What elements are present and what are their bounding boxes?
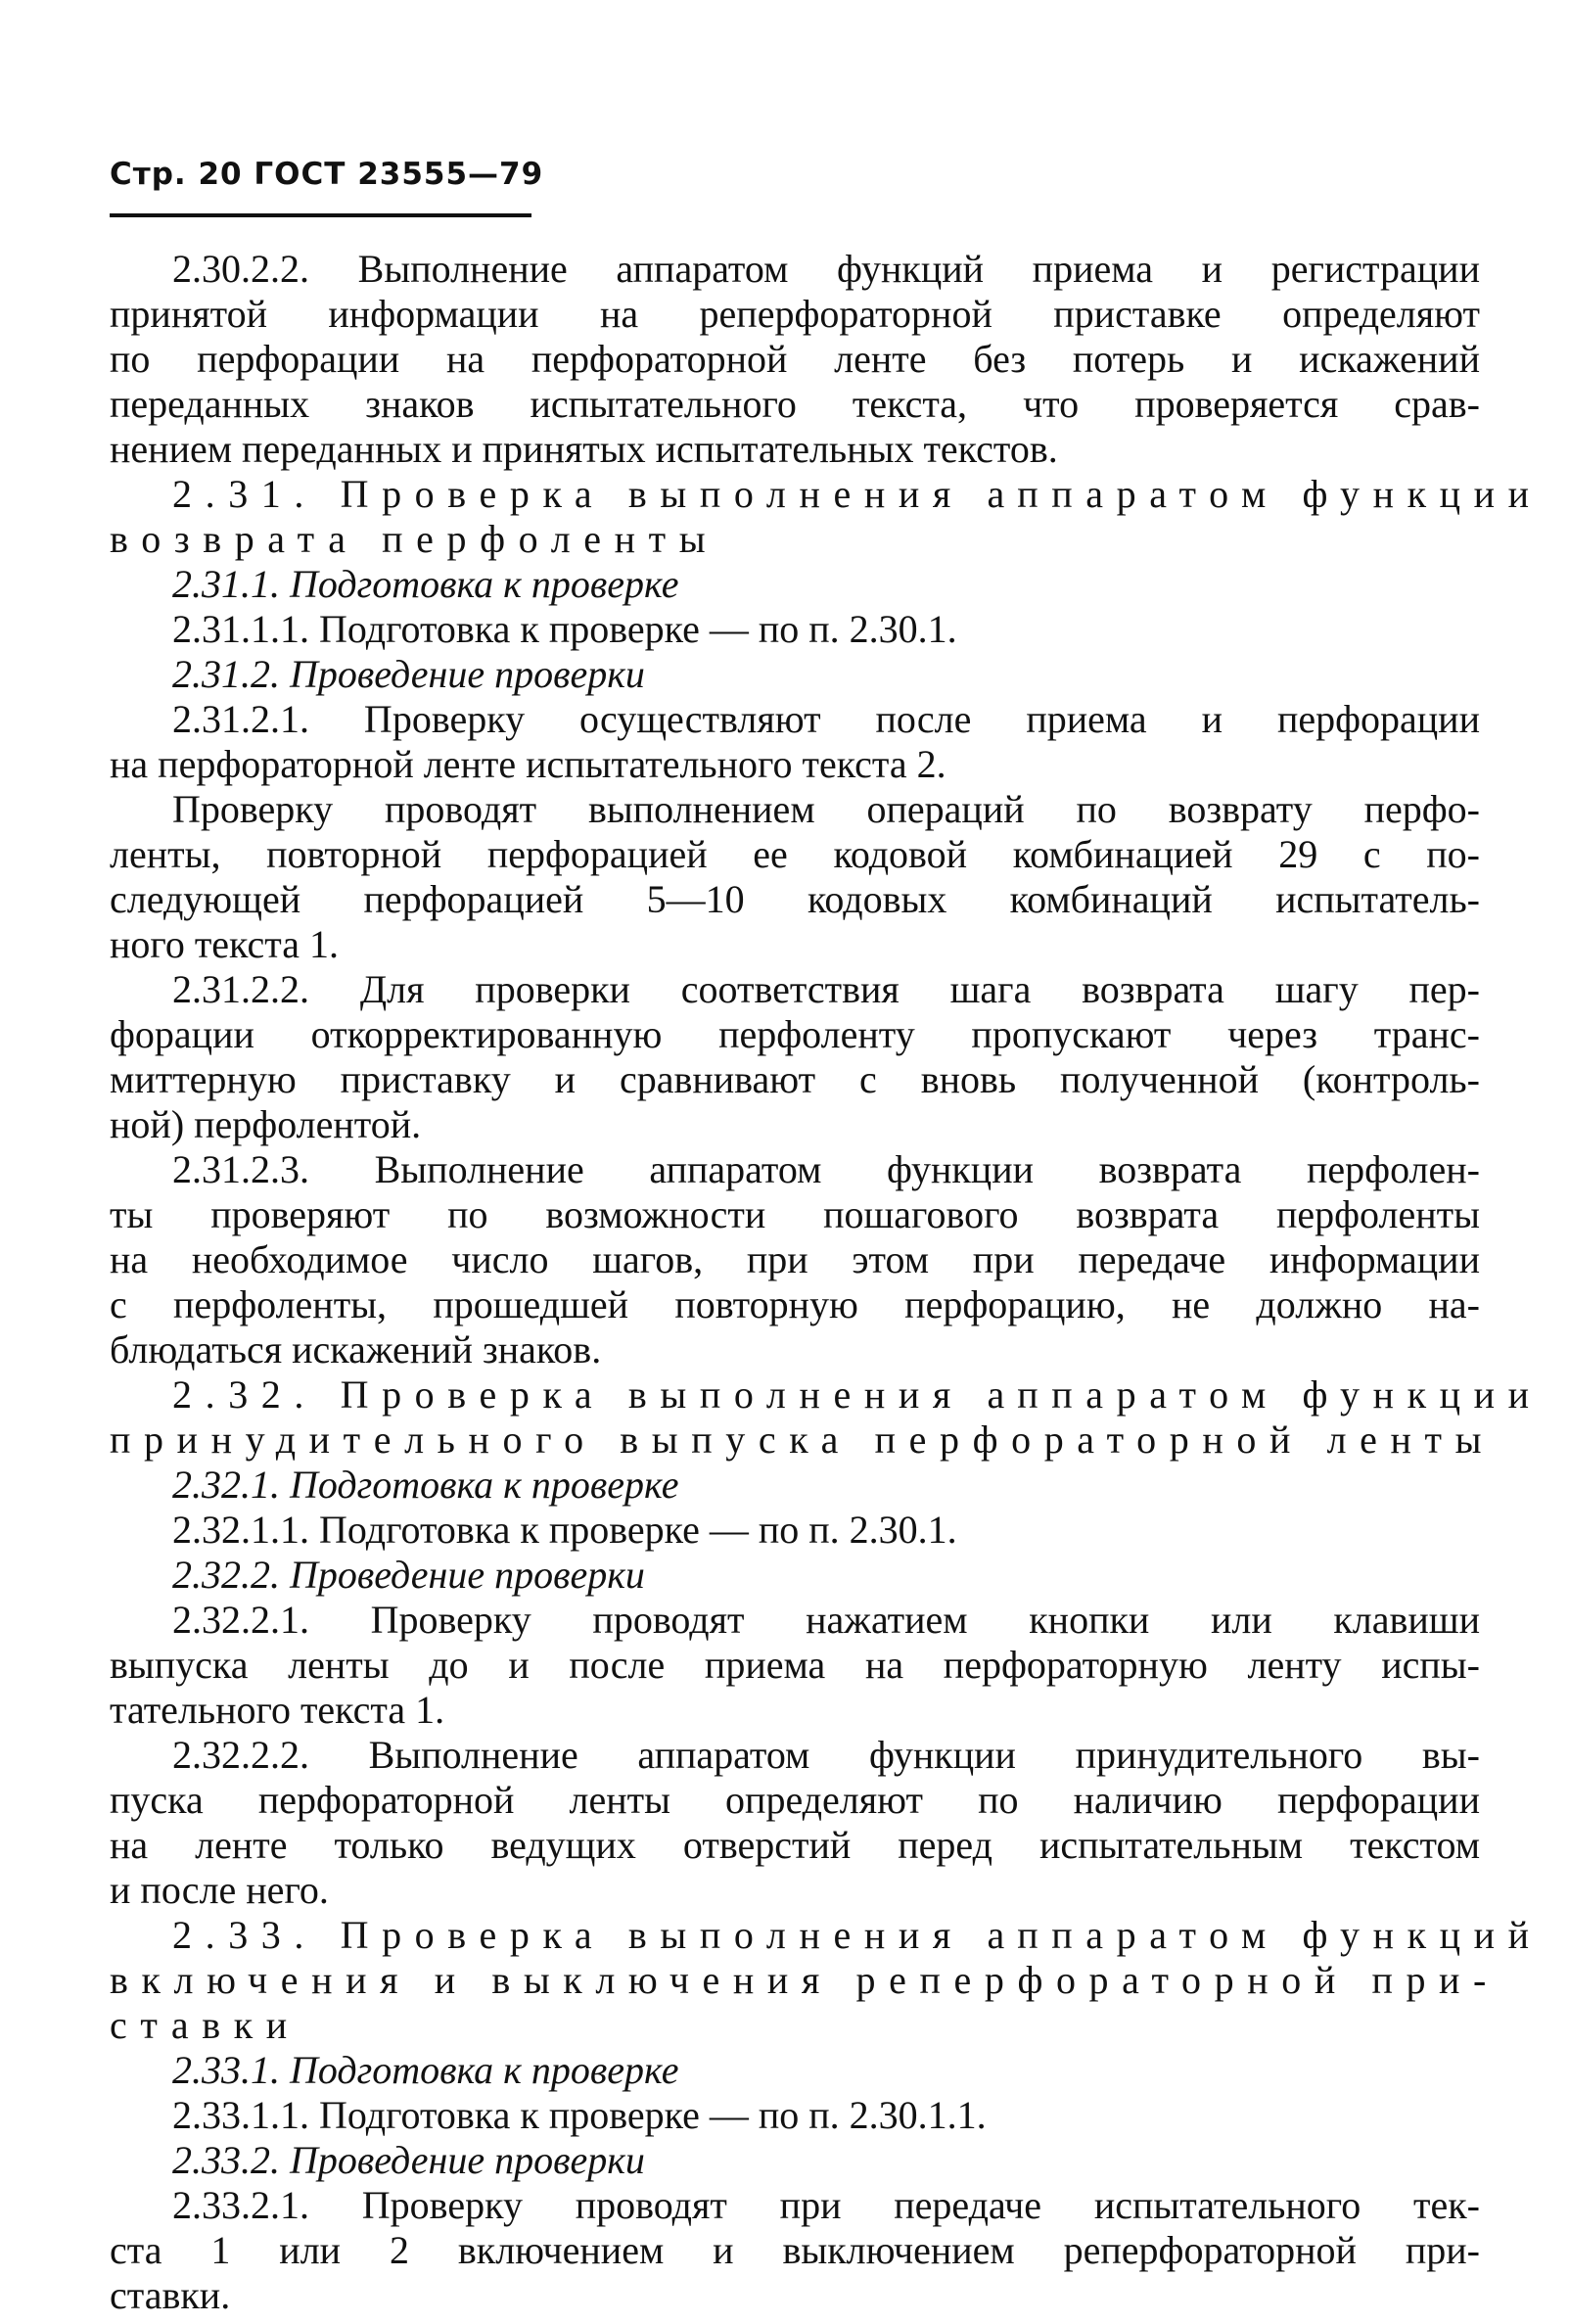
text-line: Проверку проводят выполнением операций по возврату перфо- [172, 787, 1480, 831]
text-line: 2.32.2.1. Проверку проводят нажатием кнопки или клавиши [172, 1598, 1480, 1642]
text-line: 2.31.2.1. Проверку осуществляют после приема и перфорации [172, 697, 1480, 741]
section-heading: 2.31. Проверка выполнения аппаратом функции [172, 472, 1543, 516]
text-line: ной) перфолентой. [110, 1102, 422, 1146]
subsection-heading: 2.32.1. Подготовка к проверке [172, 1463, 679, 1507]
text-line: нением переданных и принятых испытательных текстов. [110, 427, 1058, 471]
header-rule [110, 213, 531, 217]
text-line: 2.30.2.2. Выполнение аппаратом функций приема и регистрации [172, 247, 1480, 291]
text-line: форации откорректированную перфоленту пропускают через транс- [110, 1012, 1480, 1056]
text-line: тательного текста 1. [110, 1688, 445, 1732]
text-line: выпуска ленты до и после приема на перфораторную ленту испы- [110, 1643, 1480, 1687]
section-heading: принудительного выпуска перфораторной ленты [110, 1418, 1496, 1462]
text-line: на необходимое число шагов, при этом при передаче информации [110, 1237, 1480, 1281]
text-line: с перфоленты, прошедшей повторную перфорацию, не должно на- [110, 1282, 1480, 1326]
text-line: на ленте только ведущих отверстий перед испытательным текстом [110, 1823, 1480, 1867]
text-line: принятой информации на реперфораторной приставке определяют [110, 292, 1480, 336]
subsection-heading: 2.31.2. Проведение проверки [172, 652, 645, 696]
page-header: Стр. 20 ГОСТ 23555—79 [110, 157, 544, 192]
text-line: ста 1 или 2 включением и выключением реперфораторной при- [110, 2228, 1480, 2272]
text-line: ного текста 1. [110, 922, 339, 966]
subsection-heading: 2.32.2. Проведение проверки [172, 1553, 645, 1597]
text-line: на перфораторной ленте испытательного текста 2. [110, 742, 946, 786]
text-line: следующей перфорацией 5—10 кодовых комбинаций испытатель- [110, 877, 1480, 921]
text-line: 2.31.1.1. Подготовка к проверке — по п. 2.30.1. [172, 607, 957, 651]
subsection-heading: 2.33.1. Подготовка к проверке [172, 2048, 679, 2092]
text-line: ставки. [110, 2273, 231, 2317]
section-heading: ставки [110, 2003, 300, 2047]
section-heading: 2.32. Проверка выполнения аппаратом функции [172, 1372, 1543, 1417]
subsection-heading: 2.31.1. Подготовка к проверке [172, 562, 679, 606]
text-line: переданных знаков испытательного текста, что проверяется срав- [110, 382, 1480, 426]
text-line: 2.31.2.3. Выполнение аппаратом функции возврата перфолен- [172, 1147, 1480, 1191]
text-line: 2.33.2.1. Проверку проводят при передаче испытательного тек- [172, 2183, 1480, 2227]
text-line: миттерную приставку и сравнивают с вновь полученной (контроль- [110, 1057, 1480, 1101]
subsection-heading: 2.33.2. Проведение проверки [172, 2138, 645, 2182]
section-heading: включения и выключения реперфораторной при- [110, 1958, 1500, 2002]
section-heading: 2.33. Проверка выполнения аппаратом функций [172, 1913, 1543, 1957]
text-line: 2.32.2.2. Выполнение аппаратом функции принудительного вы- [172, 1733, 1480, 1777]
section-heading: возврата перфоленты [110, 517, 719, 561]
text-line: и после него. [110, 1868, 329, 1912]
text-line: 2.32.1.1. Подготовка к проверке — по п. 2.30.1. [172, 1508, 957, 1552]
text-line: блюдаться искажений знаков. [110, 1327, 602, 1371]
text-line: пуска перфораторной ленты определяют по наличию перфорации [110, 1778, 1480, 1822]
document-body [110, 247, 1543, 2318]
text-line: 2.33.1.1. Подготовка к проверке — по п. 2.30.1.1. [172, 2093, 987, 2137]
text-line: по перфорации на перфораторной ленте без потерь и искажений [110, 337, 1480, 381]
text-line: ты проверяют по возможности пошагового возврата перфоленты [110, 1192, 1480, 1236]
text-line: 2.31.2.2. Для проверки соответствия шага возврата шагу пер- [172, 967, 1480, 1011]
text-line: ленты, повторной перфорацией ее кодовой комбинацией 29 с по- [110, 832, 1480, 876]
